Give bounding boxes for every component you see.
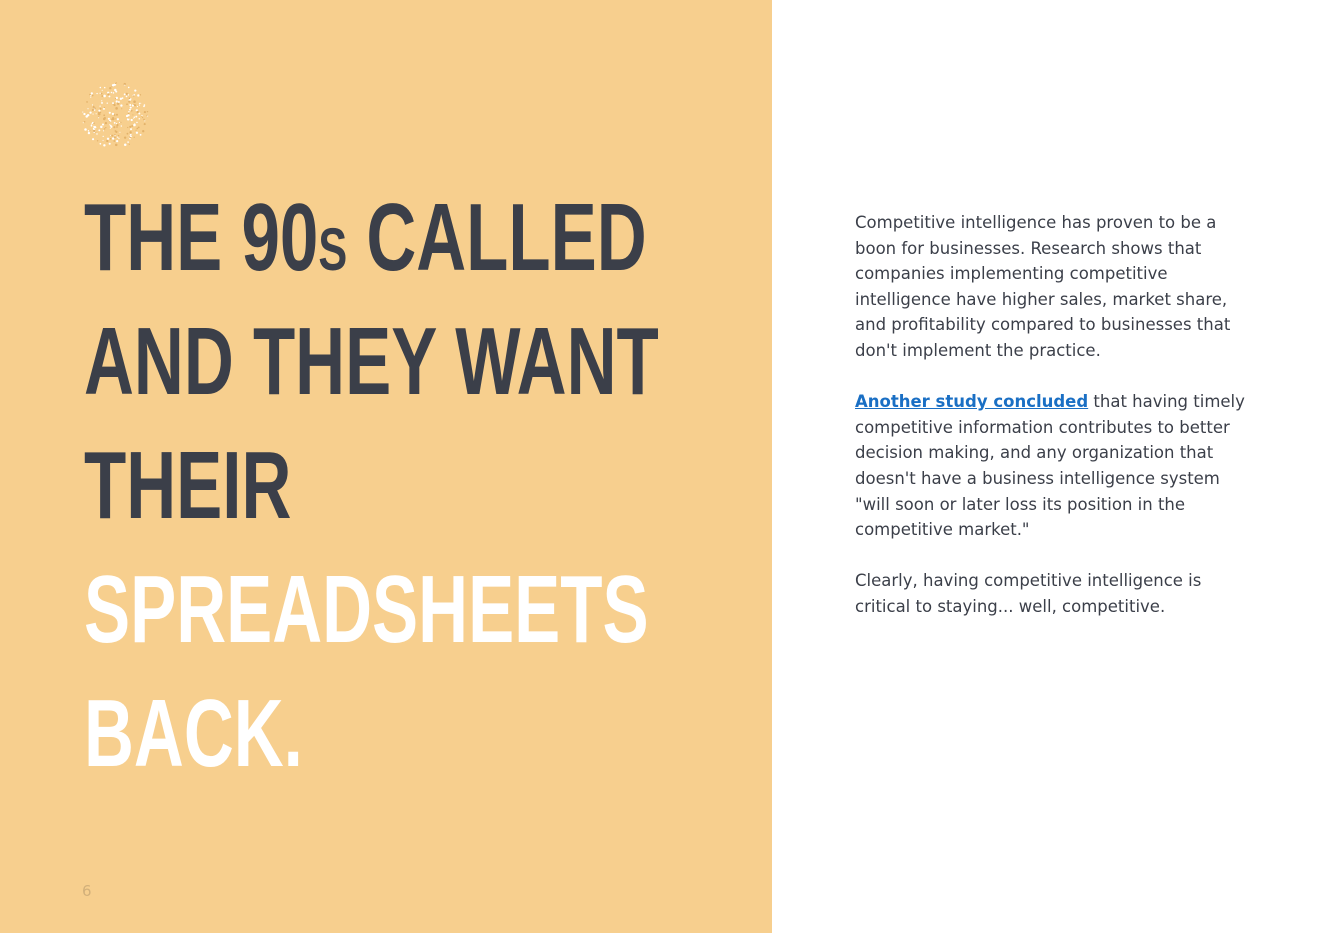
headline-line-1 <box>84 176 659 300</box>
headline-line-1-small-s: S <box>318 216 348 283</box>
headline-line-1-part-a: THE 90 <box>84 184 319 291</box>
headline-line-2: AND THEY WANT <box>84 308 659 415</box>
body-copy <box>855 210 1255 645</box>
paragraph-2-text: that having timely competitive information contributes to better decision making, and any organization that doesn't have a business intelligence system "will soon or later loss its position in the competitive market." <box>855 392 1245 540</box>
headline-line-3: THEIR <box>84 432 292 539</box>
headline-line-4: SPREADSHEETS <box>84 556 649 663</box>
paragraph-3: Clearly, having competitive intelligence is critical to staying... well, competitive. <box>855 571 1202 616</box>
headline <box>84 176 882 796</box>
dotted-circle-logo-icon <box>80 80 150 150</box>
paragraph-2 <box>855 389 1255 543</box>
study-link[interactable]: Another study concluded <box>855 392 1089 412</box>
headline-line-1-part-b: CALLED <box>347 184 647 291</box>
headline-line-5: BACK. <box>84 680 303 787</box>
paragraph-1: Competitive intelligence has proven to be a boon for businesses. Research shows that companies implementing competitive intelligence have higher sales, market share, and profitability compared to businesses that don't implement the practice. <box>855 213 1231 360</box>
page-number: 6 <box>82 882 92 900</box>
